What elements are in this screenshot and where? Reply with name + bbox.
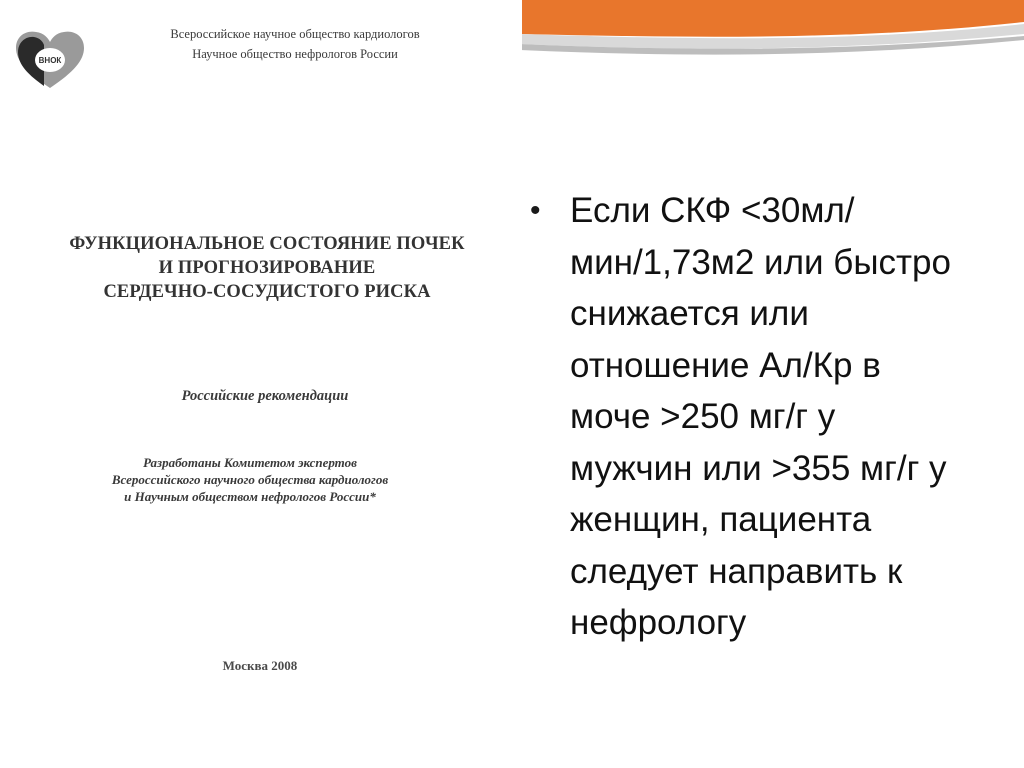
title-line-2: И ПРОГНОЗИРОВАНИЕ (158, 258, 376, 278)
bullet-text: Если СКФ <30мл/мин/1,73м2 или быстро снижается или отношение Ал/Кр в моче >250 мг/г у мужчин или >355 мг/г у женщин, пациента следует направить к нефрологу (570, 191, 951, 642)
document-title (20, 232, 514, 304)
bullet-symbol: • (530, 194, 541, 227)
title-line-3: СЕРДЕЧНО-СОСУДИСТОГО РИСКА (103, 282, 431, 302)
vnok-heart-logo-icon (14, 28, 86, 90)
organization-names (100, 24, 490, 64)
org-line-cardiologists: Всероссийское научное общество кардиологов (170, 27, 420, 41)
document-authors (40, 454, 460, 505)
document-subtitle: Российские рекомендации (181, 388, 349, 404)
org-line-nephrologists: Научное общество нефрологов России (192, 47, 398, 61)
authors-line-2: Всероссийского научного общества кардиологов (111, 472, 389, 487)
logo-text: ВНОК (38, 56, 62, 65)
document-city-year: Москва 2008 (222, 658, 298, 673)
bullet-list (530, 185, 970, 649)
bullet-item (530, 185, 970, 649)
title-line-1: ФУНКЦИОНАЛЬНОЕ СОСТОЯНИЕ ПОЧЕК (69, 234, 465, 254)
authors-line-3: и Научным обществом нефрологов России* (124, 489, 376, 504)
authors-line-1: Разработаны Комитетом экспертов (143, 455, 357, 470)
